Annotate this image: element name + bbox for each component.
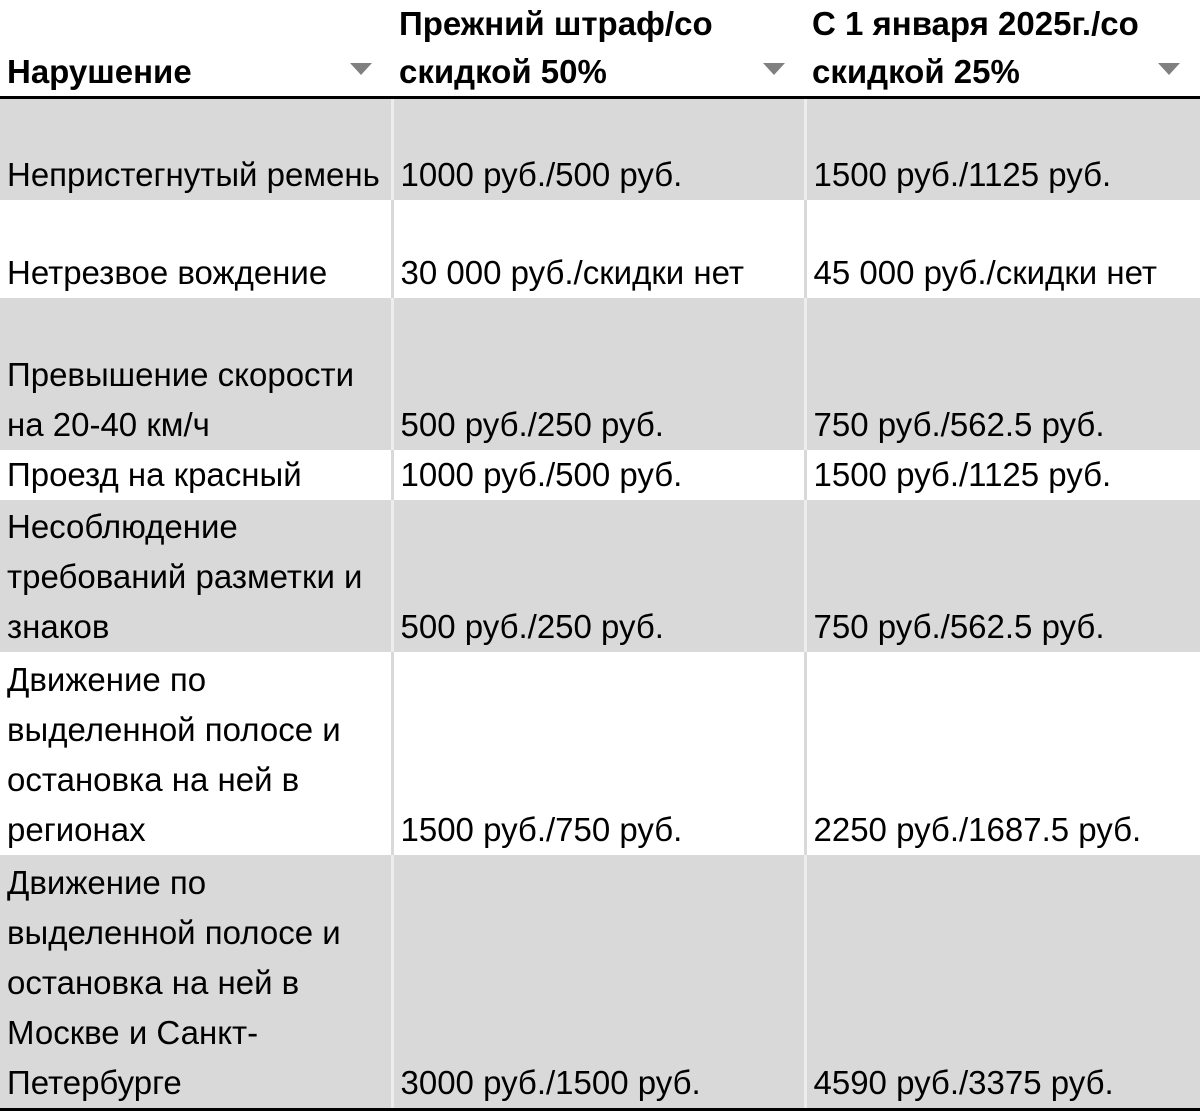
- table-row: [0, 98, 1200, 201]
- old-fine-cell[interactable]: 1500 руб./750 руб.: [392, 652, 805, 855]
- header-violation: [0, 0, 392, 98]
- table-row: [0, 855, 1200, 1110]
- old-fine-cell[interactable]: 1000 руб./500 руб.: [392, 98, 805, 201]
- new-fine-cell[interactable]: 1500 руб./1125 руб.: [805, 98, 1200, 201]
- violation-cell[interactable]: Проезд на красный: [0, 450, 392, 500]
- new-fine-cell[interactable]: 4590 руб./3375 руб.: [805, 855, 1200, 1110]
- header-label: С 1 января 2025г./со скидкой 25%: [812, 5, 1139, 90]
- filter-dropdown-icon[interactable]: [340, 48, 382, 90]
- new-fine-cell[interactable]: 2250 руб./1687.5 руб.: [805, 652, 1200, 855]
- new-fine-cell[interactable]: 1500 руб./1125 руб.: [805, 450, 1200, 500]
- violation-cell[interactable]: Нетрезвое вождение: [0, 200, 392, 298]
- old-fine-cell[interactable]: 3000 руб./1500 руб.: [392, 855, 805, 1110]
- new-fine-cell[interactable]: 750 руб./562.5 руб.: [805, 298, 1200, 450]
- violation-cell[interactable]: Несоблюдение требований разметки и знаков: [0, 500, 392, 652]
- new-fine-cell[interactable]: 45 000 руб./скидки нет: [805, 200, 1200, 298]
- old-fine-cell[interactable]: 500 руб./250 руб.: [392, 500, 805, 652]
- violation-cell[interactable]: Непристегнутый ремень: [0, 98, 392, 201]
- old-fine-cell[interactable]: 500 руб./250 руб.: [392, 298, 805, 450]
- violation-cell[interactable]: Движение по выделенной полосе и остановка на ней в регионах: [0, 652, 392, 855]
- header-label: Прежний штраф/со скидкой 50%: [399, 5, 713, 90]
- old-fine-cell[interactable]: 30 000 руб./скидки нет: [392, 200, 805, 298]
- header-old-fine: [392, 0, 805, 98]
- violation-cell[interactable]: Превышение скорости на 20-40 км/ч: [0, 298, 392, 450]
- filter-dropdown-icon[interactable]: [753, 48, 795, 90]
- violation-cell[interactable]: Движение по выделенной полосе и остановка на ней в Москве и Санкт-Петербурге: [0, 855, 392, 1110]
- table-row: [0, 200, 1200, 298]
- filter-dropdown-icon[interactable]: [1148, 48, 1190, 90]
- header-new-fine: [805, 0, 1200, 98]
- table-row: [0, 298, 1200, 450]
- header-label: Нарушение: [7, 53, 192, 90]
- table-body: [0, 98, 1200, 1110]
- new-fine-cell[interactable]: 750 руб./562.5 руб.: [805, 500, 1200, 652]
- table-row: [0, 450, 1200, 500]
- header-row: [0, 0, 1200, 98]
- table-row: [0, 500, 1200, 652]
- table-row: [0, 652, 1200, 855]
- old-fine-cell[interactable]: 1000 руб./500 руб.: [392, 450, 805, 500]
- table-header: [0, 0, 1200, 98]
